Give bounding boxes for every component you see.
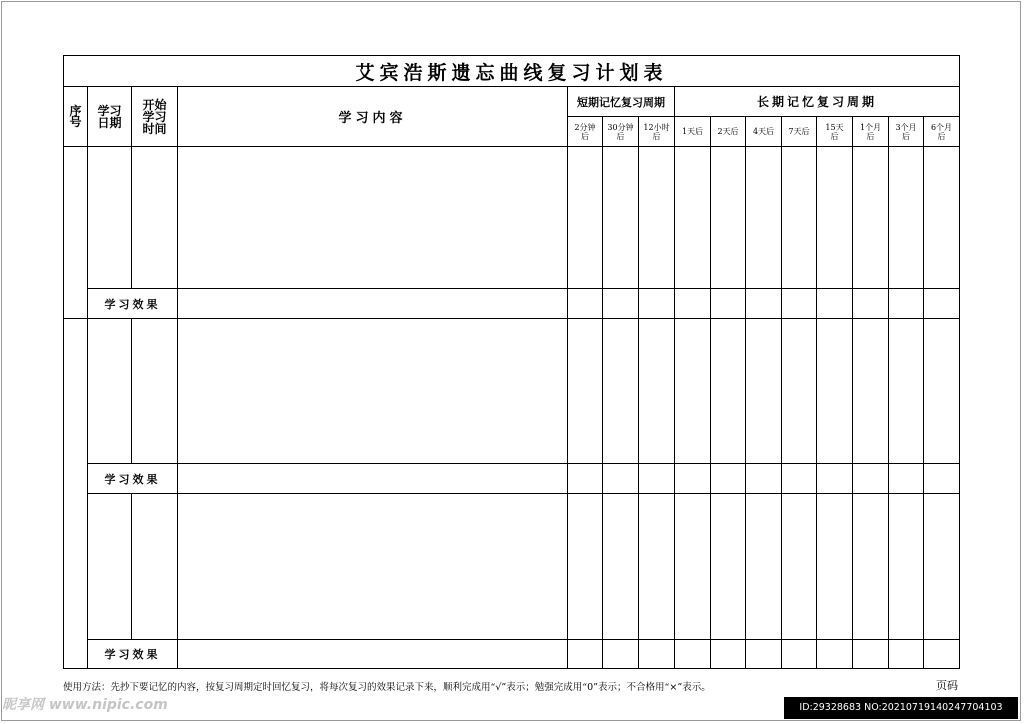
watermark-logo: 昵享网 www.nipic.com <box>2 697 168 713</box>
table-row <box>64 494 960 640</box>
interval-30min: 30分钟 后 <box>603 117 639 147</box>
seq-header: 序号 <box>64 87 88 147</box>
interval-4day: 4天后 <box>746 117 782 147</box>
date-cell[interactable] <box>88 319 132 464</box>
interval-1day: 1天后 <box>675 117 711 147</box>
content-header: 学习内容 <box>178 87 568 147</box>
content-cell[interactable] <box>178 147 568 289</box>
content-cell[interactable] <box>178 494 568 640</box>
effect-label: 学习效果 <box>88 289 178 319</box>
start-time-cell[interactable] <box>132 494 178 640</box>
interval-2min: 2分钟 后 <box>568 117 603 147</box>
interval-2day: 2天后 <box>711 117 746 147</box>
short-cycle-header: 短期记忆复习周期 <box>568 87 675 117</box>
table-title: 艾宾浩斯遗忘曲线复习计划表 <box>64 56 960 87</box>
page-number-label: 页码 <box>936 679 958 692</box>
content-cell[interactable] <box>178 319 568 464</box>
date-cell[interactable] <box>88 494 132 640</box>
date-header: 学习 日期 <box>88 87 132 147</box>
start-time-cell[interactable] <box>132 319 178 464</box>
effect-row <box>64 464 960 494</box>
interval-12h: 12小时 后 <box>639 117 675 147</box>
start-time-cell[interactable] <box>132 147 178 289</box>
effect-cell[interactable] <box>178 464 568 494</box>
effect-cell[interactable] <box>178 640 568 669</box>
seq-cell[interactable] <box>64 147 88 319</box>
effect-row <box>64 289 960 319</box>
review-plan-table <box>63 55 960 669</box>
effect-cell[interactable] <box>178 289 568 319</box>
interval-1month: 1个月 后 <box>853 117 889 147</box>
effect-label: 学习效果 <box>88 640 178 669</box>
long-cycle-header: 长期记忆复习周期 <box>675 87 960 117</box>
date-cell[interactable] <box>88 147 132 289</box>
watermark-id: ID:29328683 NO:20210719140247704103 <box>784 697 1018 719</box>
interval-7day: 7天后 <box>782 117 817 147</box>
seq-cell[interactable] <box>64 319 88 669</box>
start-time-header: 开始 学习 时间 <box>132 87 178 147</box>
interval-3month: 3个月 后 <box>889 117 924 147</box>
usage-instructions: 使用方法：先抄下要记忆的内容，按复习周期定时回忆复习，将每次复习的效果记录下来，顺利完成用“√”表示；勉强完成用“0”表示；不合格用“×”表示。 <box>63 682 711 693</box>
interval-6month: 6个月 后 <box>924 117 960 147</box>
table-row <box>64 147 960 289</box>
effect-label: 学习效果 <box>88 464 178 494</box>
effect-row <box>64 640 960 669</box>
interval-15day: 15天 后 <box>817 117 853 147</box>
table-row <box>64 319 960 464</box>
